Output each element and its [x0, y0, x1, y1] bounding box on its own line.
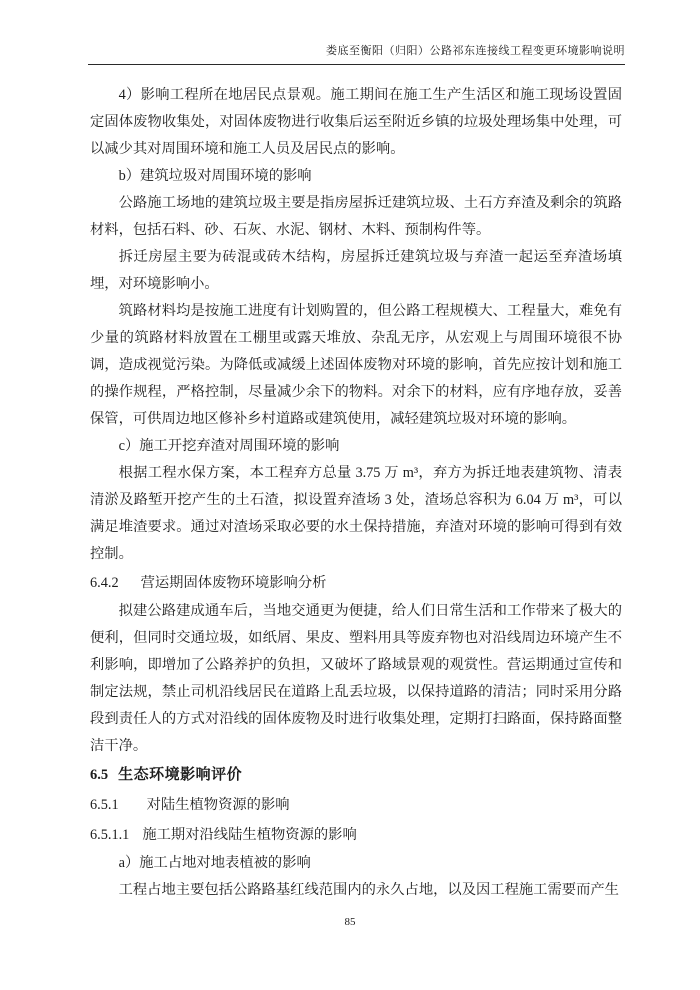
paragraph: 4）影响工程所在地居民点景观。施工期间在施工生产生活区和施工现场设置固定固体废物收集处，对固体废物进行收集后运至附近乡镇的垃圾处理场集中处理，可以减少其对周围环境和施工人员及居民点的影响。	[90, 87, 622, 157]
section-number: 6.5.1.1	[90, 827, 130, 843]
section-title: 生态环境影响评价	[118, 766, 243, 783]
section-heading-6-5-1	[90, 790, 622, 820]
page-number: 85	[344, 916, 356, 928]
section-heading-6-5	[90, 760, 622, 790]
paragraph: 拟建公路建成通车后，当地交通更为便捷，给人们日常生活和工作带来了极大的便利，但同时交通垃圾，如纸屑、果皮、塑料用具等废弃物也对沿线周边环境产生不利影响，即增加了公路养护的负担，又破坏了路域景观的观赏性。营运期通过宣传和制定法规，禁止司机沿线居民在道路上乱丢垃圾，以保持道路的清洁；同时采用分路段到责任人的方式对沿线的固体废物及时进行收集处理，定期打扫路面，保持路面整洁干净。	[90, 603, 622, 754]
paragraph: 筑路材料均是按施工进度有计划购置的，但公路工程规模大、工程量大，难免有少量的筑路材料放置在工棚里或露天堆放、杂乱无序，从宏观上与周围环境很不协调，造成视觉污染。为降低或减缓上述固体废物对环境的影响，首先应按计划和施工的操作规程，严格控制，尽量减少余下的物料。对余下的材料，应有序地存放，妥善保管，可供周边地区修补乡村道路或建筑使用，减轻建筑垃圾对环境的影响。	[90, 303, 622, 427]
section-title: 对陆生植物资源的影响	[146, 797, 290, 813]
paragraph: 公路施工场地的建筑垃圾主要是指房屋拆迁建筑垃圾、土石方弃渣及剩余的筑路材料，包括石料、砂、石灰、水泥、钢材、木料、预制构件等。	[90, 195, 622, 238]
subitem-c-heading: c）施工开挖弃渣对周围环境的影响	[118, 438, 340, 454]
section-title: 施工期对沿线陆生植物资源的影响	[142, 827, 357, 843]
section-number: 6.5	[90, 767, 109, 783]
section-heading-6-4-2	[90, 568, 622, 598]
subitem-b-heading: b）建筑垃圾对周围环境的影响	[118, 168, 312, 184]
paragraph: 根据工程水保方案，本工程弃方总量 3.75 万 m³，弃方为拆迁地表建筑物、清表清淤及路堑开挖产生的土石渣，拟设置弃渣场 3 处，渣场总容积为 6.04 万 m³，可以满足堆渣要求。通过对渣场采取必要的水土保持措施，弃渣对环境的影响可得到有效控制。	[90, 465, 622, 562]
section-number: 6.5.1	[90, 797, 119, 813]
running-header: 娄底至衡阳（归阳）公路祁东连接线工程变更环境影响说明	[88, 44, 625, 65]
section-title: 营运期固体废物环境影响分析	[140, 575, 327, 591]
document-body	[90, 82, 622, 904]
paragraph: 工程占地主要包括公路路基红线范围内的永久占地，以及因工程施工需要而产生	[118, 882, 619, 898]
section-number: 6.4.2	[90, 575, 119, 591]
section-heading-6-5-1-1	[90, 820, 622, 850]
paragraph: 拆迁房屋主要为砖混或砖木结构，房屋拆迁建筑垃圾与弃渣一起运至弃渣场填埋，对环境影响小。	[90, 249, 622, 292]
subitem-a-heading: a）施工占地对地表植被的影响	[118, 855, 311, 871]
